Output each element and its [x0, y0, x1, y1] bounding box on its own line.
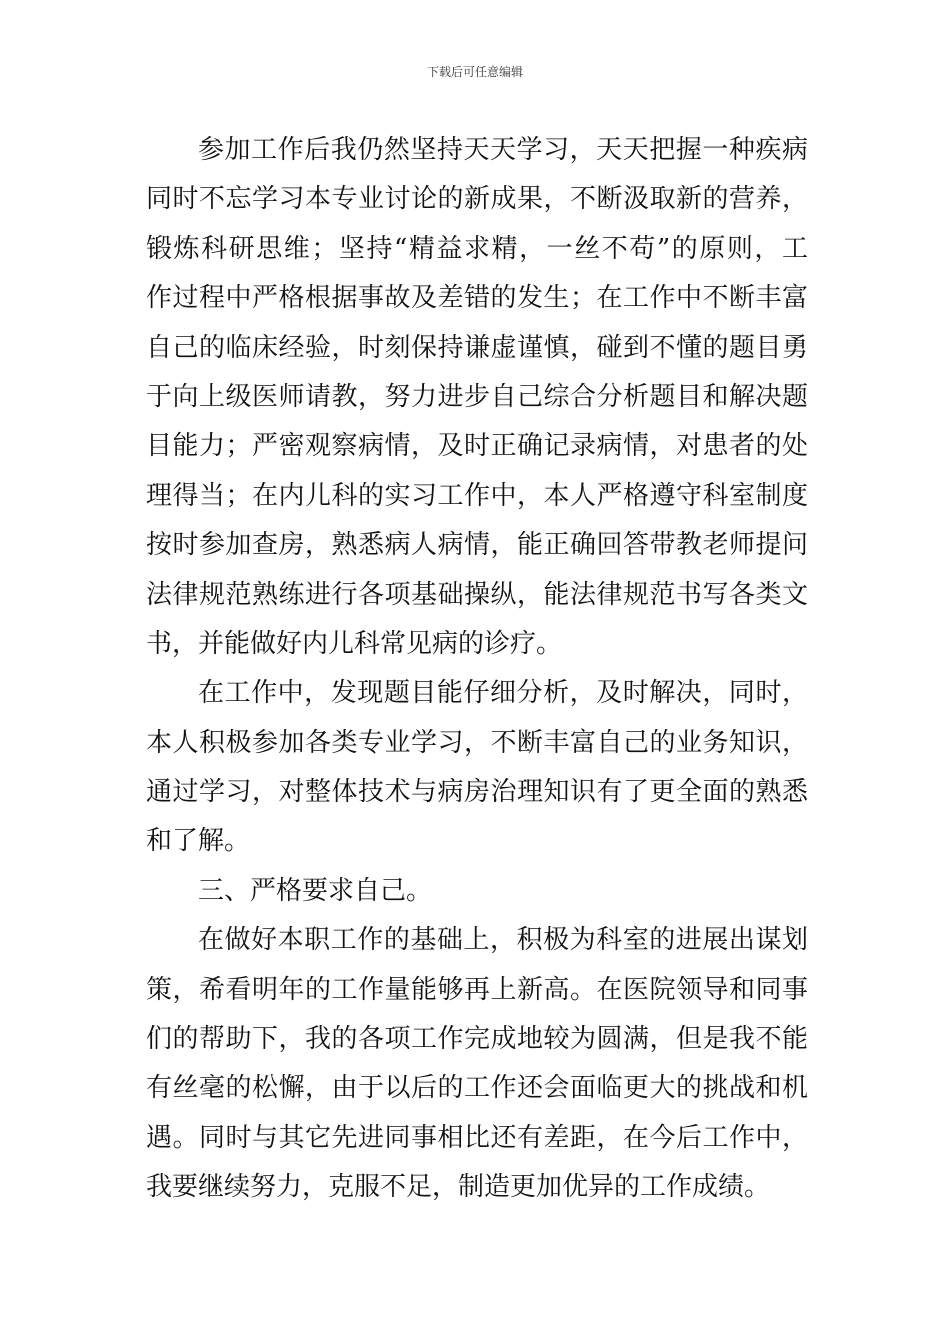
document-body: [146, 126, 808, 1213]
text-line: 书，并能做好内儿科常见病的诊疗。: [146, 628, 563, 659]
text-line: 有丝毫的松懈，由于以后的工作还会面临更大的挑战和机: [146, 1073, 808, 1104]
text-line: 在工作中，发现题目能仔细分析，及时解决，同时，: [198, 678, 808, 709]
text-line: 三、严格要求自己。: [198, 875, 433, 906]
text-line: 按时参加查房，熟悉病人病情，能正确回答带教老师提问: [146, 530, 808, 561]
text-line: 自己的临床经验，时刻保持谦虚谨慎，碰到不懂的题目勇: [146, 332, 808, 363]
text-line: 于向上级医师请教，努力进步自己综合分析题目和解决题: [146, 381, 808, 412]
text-line: 锻炼科研思维；坚持“精益求精，一丝不苟”的原则，工: [146, 233, 808, 264]
text-line: 通过学习，对整体技术与病房治理知识有了更全面的熟悉: [146, 777, 808, 808]
text-line: 法律规范熟练进行各项基础操纵，能法律规范书写各类文: [146, 579, 808, 610]
text-line: 策，希看明年的工作量能够再上新高。在医院领导和同事: [146, 974, 808, 1005]
text-line: 同时不忘学习本专业讨论的新成果，不断汲取新的营养，: [146, 184, 808, 215]
text-line: 目能力；严密观察病情，及时正确记录病情，对患者的处: [146, 431, 808, 462]
text-line: 和了解。: [146, 826, 251, 857]
text-line: 本人积极参加各类专业学习，不断丰富自己的业务知识，: [146, 727, 808, 758]
text-line: 作过程中严格根据事故及差错的发生；在工作中不断丰富: [146, 283, 808, 314]
text-line: 理得当；在内儿科的实习工作中，本人严格遵守科室制度: [146, 480, 808, 511]
text-line: 在做好本职工作的基础上，积极为科室的进展出谋划: [198, 925, 808, 956]
text-line: 们的帮助下，我的各项工作完成地较为圆满，但是我不能: [146, 1024, 808, 1055]
text-line: 遇。同时与其它先进同事相比还有差距，在今后工作中，: [146, 1122, 808, 1153]
page-header: 下载后可任意编辑: [426, 65, 523, 79]
text-line: 我要继续努力，克服不足，制造更加优异的工作成绩。: [146, 1172, 771, 1203]
text-line: 参加工作后我仍然坚持天天学习，天天把握一种疾病: [198, 135, 808, 165]
